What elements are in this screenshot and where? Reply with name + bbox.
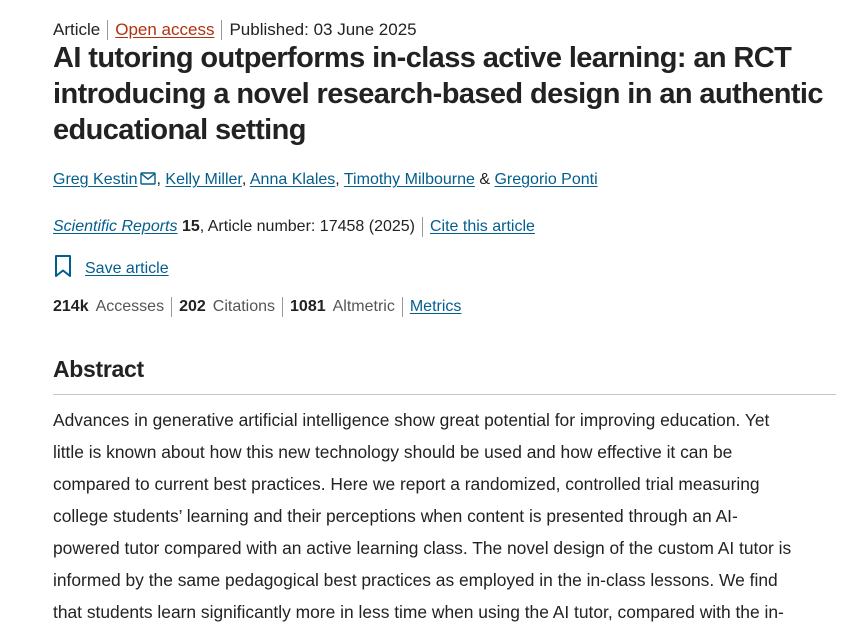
author-link-gregorio-ponti[interactable]: Gregorio Ponti [494, 171, 598, 188]
author-link-timothy-milbourne[interactable]: Timothy Milbourne [343, 171, 475, 188]
article-title: AI tutoring outperforms in-class active learning: an RCT introducing a novel research-based design in an authentic educational setting [53, 42, 823, 146]
volume: 15 [181, 218, 200, 235]
journal-link[interactable]: Scientific Reports [53, 218, 178, 235]
divider [221, 20, 222, 40]
author-link-kelly-miller[interactable]: Kelly Miller [165, 171, 242, 188]
author-list [53, 171, 598, 190]
abstract-line: little is known about how this new technology should be used and how effective it can be [53, 442, 733, 462]
author-separator: , [335, 171, 340, 188]
save-article-button[interactable] [53, 254, 169, 283]
abstract-line: college students’ learning and their perceptions when content is presented through an AI- [53, 506, 738, 526]
author-link-anna-klales[interactable]: Anna Klales [249, 171, 336, 188]
abstract-line: informed by the same pedagogical best practices as employed in the in-class lessons. We find [53, 570, 778, 590]
abstract-line: Advances in generative artificial intelligence show great potential for improving education. Yet [53, 410, 770, 430]
bookmark-icon [53, 254, 73, 283]
altmetric-score: 1081 [290, 298, 326, 315]
author-separator: & [479, 171, 491, 188]
citations-count: 202 [179, 298, 206, 315]
citations-label: Citations [212, 298, 276, 315]
open-access-link[interactable]: Open access [115, 20, 215, 39]
author-separator: , [241, 171, 247, 188]
abstract-line: powered tutor compared with an active learning class. The novel design of the custom AI tutor is [53, 538, 792, 558]
author-separator: , [156, 171, 161, 188]
metrics-link[interactable]: Metrics [409, 298, 462, 315]
accesses-label: Accesses [95, 298, 165, 315]
divider [282, 297, 283, 317]
accesses-count: 214k [53, 298, 89, 315]
divider [402, 297, 403, 317]
abstract-line: that students learn significantly more in less time when using the AI tutor, compared with the in- [53, 602, 784, 622]
abstract-line: compared to current best practices. Here we report a randomized, controlled trial measuring [53, 474, 760, 494]
article-number: , Article number: 17458 (2025) [199, 218, 415, 235]
metrics-bar [53, 297, 461, 317]
published-date: Published: 03 June 2025 [229, 20, 417, 39]
divider [171, 297, 172, 317]
abstract-heading: Abstract [53, 356, 144, 382]
divider [107, 20, 108, 40]
author-link-greg-kestin[interactable]: Greg Kestin [53, 171, 138, 188]
citation-line [53, 217, 535, 237]
cite-this-article-link[interactable]: Cite this article [429, 218, 535, 235]
envelope-icon[interactable] [140, 172, 156, 190]
save-article-label[interactable]: Save article [85, 259, 169, 277]
article-meta [53, 20, 417, 40]
article-type: Article [53, 20, 101, 39]
altmetric-label: Altmetric [332, 298, 395, 315]
abstract-text [53, 404, 836, 628]
divider [422, 217, 423, 237]
section-divider [53, 394, 836, 395]
